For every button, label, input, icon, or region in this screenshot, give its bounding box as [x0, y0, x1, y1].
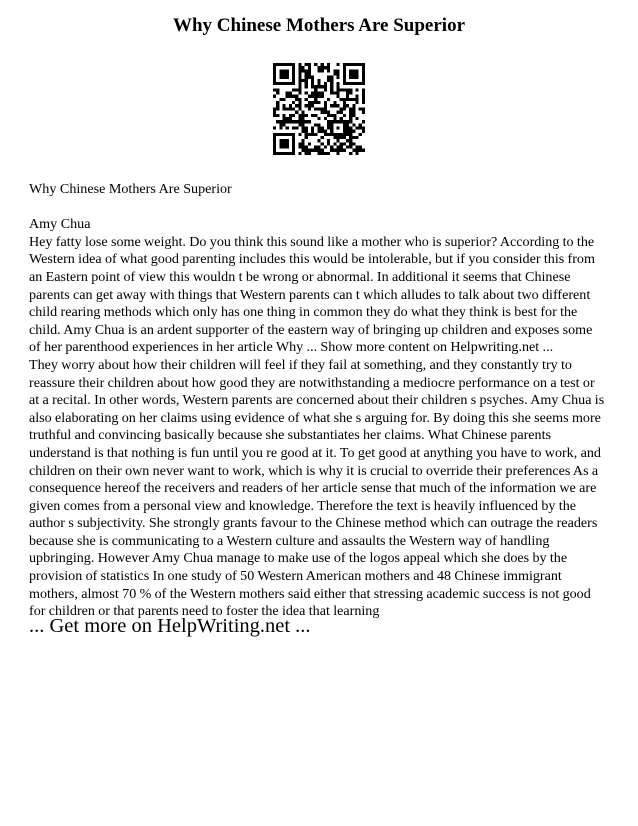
article-body-line: understand is that nothing is fun until you re good at it. To get good at anything you have to work, and — [29, 444, 601, 461]
article-body-line: consequence hereof the receivers and readers of her article sense that much of the information we are — [29, 480, 597, 497]
article-body-line: Hey fatty lose some weight. Do you think this sound like a mother who is superior? According to the — [29, 233, 595, 250]
article-body-line: an Eastern point of view this wouldn t be wrong or abnormal. In additional it seems that Chinese — [29, 268, 571, 285]
article-body-line: Western idea of what good parenting includes this would be intolerable, but if you consider this from — [29, 251, 595, 268]
article-body-line: of her parenthood experiences in her article Why ... Show more content on Helpwriting.net ... — [29, 339, 554, 356]
qr-code-icon — [273, 63, 365, 155]
article-subtitle: Why Chinese Mothers Are Superior — [29, 181, 232, 197]
article-body-line: at a recital. In other words, Western parents are concerned about their children s psyches. Amy Chua is — [29, 392, 605, 409]
article-body-line: for children or that parents need to foster the idea that learning — [29, 603, 380, 620]
article-body-line: They worry about how their children will feel if they fail at something, and they constantly try to — [29, 356, 572, 373]
article-body-line: given comes from a personal view and knowledge. Therefore the text is heavily influenced by the — [29, 497, 576, 514]
article-content — [29, 181, 611, 621]
article-body-line: children on their own never want to work, which is why it is crucial to override their preferences As a — [29, 462, 599, 479]
article-body-line: parents can get away with things that Western parents can t which alludes to talk about two different — [29, 286, 591, 303]
article-body-line: child. Amy Chua is an ardent supporter of the eastern way of bringing up children and exposes some — [29, 321, 593, 338]
article-body-line: upbringing. However Amy Chua manage to make use of the logos appeal which she does by the — [29, 550, 568, 567]
article-body-line: because she is communicating to a Western culture and assaults the Western way of handling — [29, 532, 550, 549]
article-body — [29, 234, 611, 621]
article-body-line: provision of statistics In one study of 50 Western American mothers and 48 Chinese immigrant — [29, 568, 562, 585]
article-author: Amy Chua — [29, 216, 91, 233]
article-body-line: mothers, almost 70 % of the Western mothers said either that stressing academic success is not good — [29, 585, 591, 602]
page-title: Why Chinese Mothers Are Superior — [172, 15, 466, 36]
article-body-line: author s subjectivity. She strongly grants favour to the Chinese method which can outrage the readers — [29, 515, 598, 532]
article-body-line: also elaborating on her claims using evidence of what she s arguing for. By doing this she seems more — [29, 409, 601, 426]
article-body-line: reassure their children about how good they are notwithstanding a mediocre performance on a test or — [29, 374, 595, 391]
article-body-line: child rearing methods which only has one thing in common they do what they think is best for the — [29, 304, 578, 321]
get-more-link[interactable]: ... Get more on HelpWriting.net ... — [29, 615, 311, 637]
article-body-line: truthful and convincing basically because she substantiates her claims. What Chinese parents — [29, 427, 551, 444]
paragraph-spacer — [29, 199, 611, 217]
